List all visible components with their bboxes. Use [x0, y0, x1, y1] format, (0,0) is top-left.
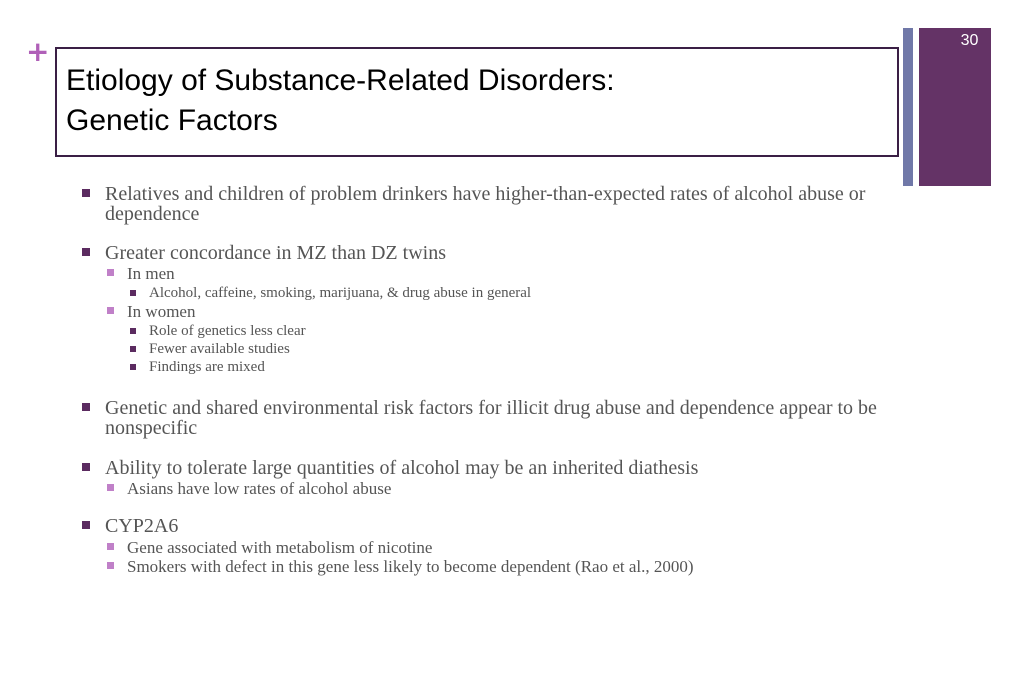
slide-number: 30	[960, 32, 979, 49]
bullet-text: Relatives and children of problem drinkers have higher-than-expected rates of alcohol abuse or dependence	[105, 183, 866, 225]
bullet-marker-icon	[130, 328, 136, 334]
plus-icon: +	[26, 35, 50, 68]
bullet-text: CYP2A6	[105, 515, 179, 537]
bullet-text: Findings are mixed	[149, 359, 265, 375]
bullet-text: Asians have low rates of alcohol abuse	[127, 479, 392, 498]
bullet-text: In men	[127, 264, 175, 283]
bullet-marker-icon	[130, 346, 136, 352]
title-box	[55, 47, 899, 157]
bullet-marker-icon	[107, 307, 114, 314]
bullet-text: Gene associated with metabolism of nicotine	[127, 538, 433, 557]
bullet-marker-icon	[107, 543, 114, 550]
bullet-marker-icon	[107, 562, 114, 569]
slide-title	[66, 61, 615, 141]
bullet-text: In women	[127, 302, 196, 321]
bullet-marker-icon	[130, 290, 136, 296]
bullet-marker-icon	[82, 463, 90, 471]
bullet-marker-icon	[82, 521, 90, 529]
bullet-marker-icon	[107, 269, 114, 276]
bullet-text: Ability to tolerate large quantities of alcohol may be an inherited diathesis	[105, 457, 699, 479]
bullet-marker-icon	[82, 248, 90, 256]
bullet-marker-icon	[82, 189, 90, 197]
bullet-text: Role of genetics less clear	[149, 323, 306, 339]
bullet-text: Genetic and shared environmental risk factors for illicit drug abuse and dependence appear to be nonspecific	[105, 397, 877, 439]
slide-title-line-2: Genetic Factors	[66, 104, 278, 137]
bullet-text: Smokers with defect in this gene less likely to become dependent (Rao et al., 2000)	[127, 557, 694, 576]
bullet-text: Fewer available studies	[149, 341, 290, 357]
slide-title-line-1: Etiology of Substance-Related Disorders:	[66, 64, 615, 97]
bullet-text: Greater concordance in MZ than DZ twins	[105, 242, 446, 264]
bullet-text: Alcohol, caffeine, smoking, marijuana, & drug abuse in general	[149, 285, 532, 301]
bullet-marker-icon	[107, 484, 114, 491]
bullet-marker-icon	[130, 364, 136, 370]
bullet-marker-icon	[82, 403, 90, 411]
